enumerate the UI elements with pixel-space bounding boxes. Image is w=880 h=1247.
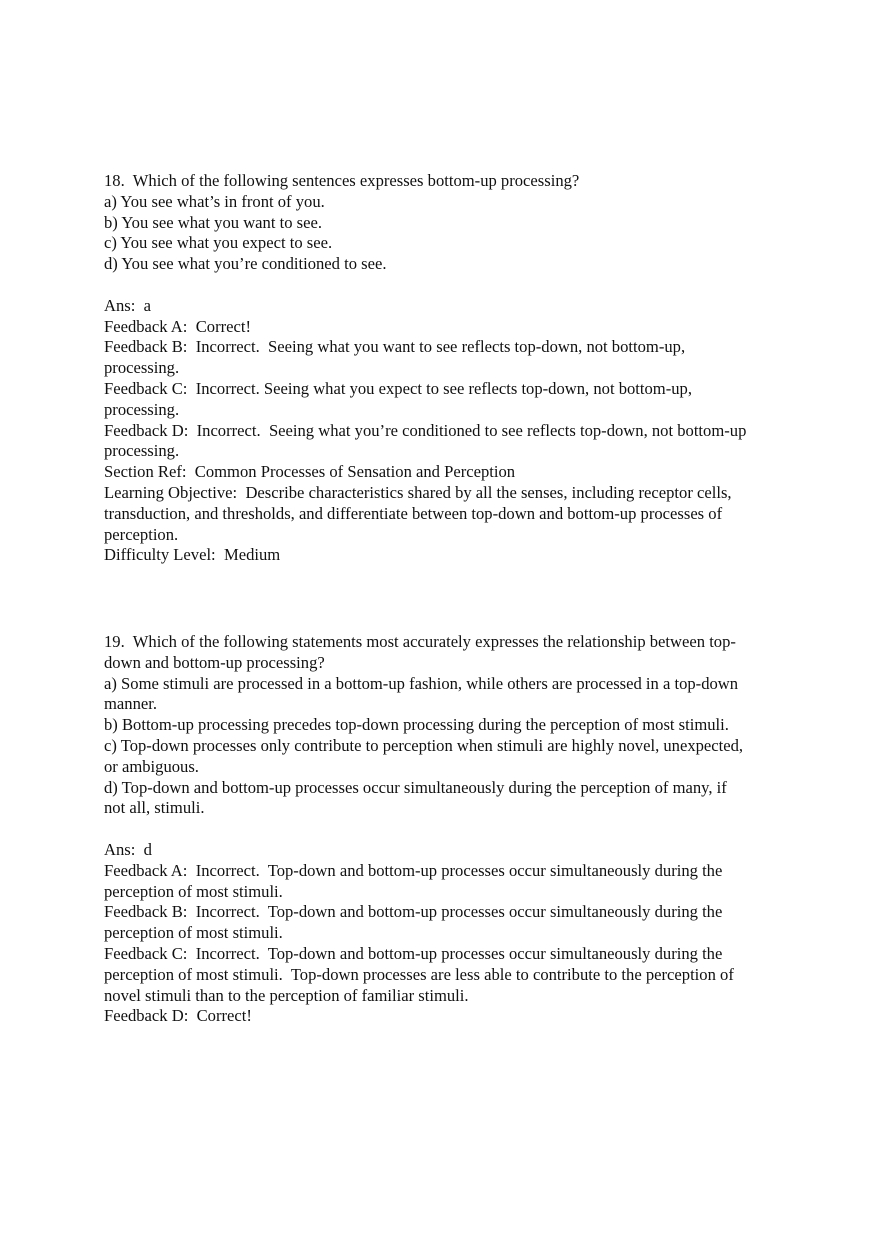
question-18-feedback-c: Feedback C: Incorrect. Seeing what you expect to see reflects top-down, not bottom-up, [104,378,692,398]
question-18-feedback-b-cont: processing. [104,358,180,378]
question-19-option-b: b) Bottom-up processing precedes top-down processing during the perception of most stimuli. [104,715,729,735]
question-18-text: 18. Which of the following sentences expresses bottom-up processing? [104,171,580,190]
question-18-learning-objective-cont: transduction, and thresholds, and differentiate between top-down and bottom-up processes of [104,503,723,523]
spacer [104,275,784,296]
question-19-text: 19. Which of the following statements most accurately expresses the relationship between top- [104,632,736,651]
spacer [104,819,784,840]
question-18-section-ref: Section Ref: Common Processes of Sensation and Perception [104,462,516,482]
question-19-text-cont: down and bottom-up processing? [104,652,325,672]
question-19-answer: Ans: d [104,839,152,859]
question-18 [104,171,784,566]
question-19-feedback-a: Feedback A: Incorrect. Top-down and bottom-up processes occur simultaneously during the [104,860,723,880]
question-18-option-a: a) You see what’s in front of you. [104,191,325,211]
question-18-feedback-c-cont: processing. [104,399,180,419]
question-19-feedback-b-cont: perception of most stimuli. [104,923,283,943]
question-19 [104,632,784,1027]
question-19-feedback-c-end: novel stimuli than to the perception of familiar stimuli. [104,985,469,1005]
question-19-option-a-cont: manner. [104,694,157,714]
question-19-option-c-cont: or ambiguous. [104,756,199,776]
question-19-option-d-cont: not all, stimuli. [104,798,205,818]
question-19-feedback-d: Feedback D: Correct! [104,1006,252,1026]
question-18-feedback-a: Feedback A: Correct! [104,316,251,336]
question-18-option-b: b) You see what you want to see. [104,212,322,232]
question-18-learning-objective: Learning Objective: Describe characteristics shared by all the senses, including receptor cells, [104,482,732,502]
question-18-difficulty: Difficulty Level: Medium [104,545,281,565]
question-18-option-c: c) You see what you expect to see. [104,233,333,253]
question-19-feedback-a-cont: perception of most stimuli. [104,881,283,901]
question-19-feedback-b: Feedback B: Incorrect. Top-down and bottom-up processes occur simultaneously during the [104,902,723,922]
question-18-feedback-d: Feedback D: Incorrect. Seeing what you’re conditioned to see reflects top-down, not bottom-up [104,420,747,440]
question-19-option-d: d) Top-down and bottom-up processes occur simultaneously during the perception of many, if [104,777,727,797]
question-19-option-a: a) Some stimuli are processed in a bottom-up fashion, while others are processed in a top-down [104,673,739,693]
question-18-feedback-d-cont: processing. [104,441,180,461]
question-18-answer: Ans: a [104,295,152,315]
question-18-feedback-b: Feedback B: Incorrect. Seeing what you want to see reflects top-down, not bottom-up, [104,337,686,357]
question-18-learning-objective-end: perception. [104,524,179,544]
question-18-option-d: d) You see what you’re conditioned to see. [104,254,387,274]
question-19-feedback-c: Feedback C: Incorrect. Top-down and bottom-up processes occur simultaneously during the [104,943,723,963]
question-19-option-c: c) Top-down processes only contribute to perception when stimuli are highly novel, unexpected, [104,735,744,755]
question-19-feedback-c-cont: perception of most stimuli. Top-down processes are less able to contribute to the perception of [104,964,734,984]
